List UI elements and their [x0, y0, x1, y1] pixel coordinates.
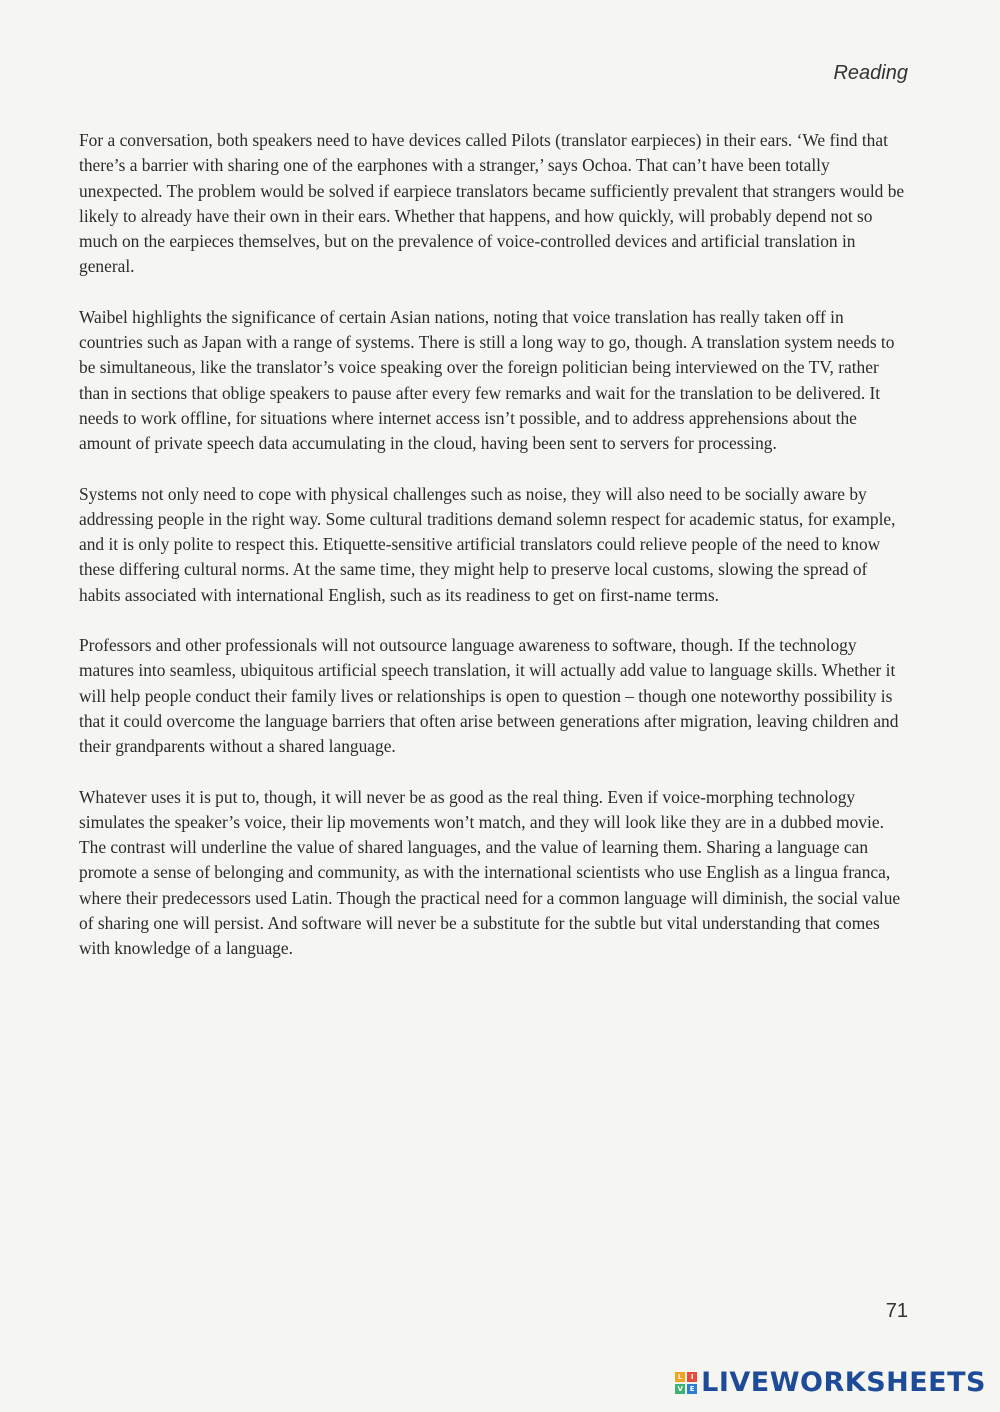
paragraph-4: Professors and other professionals will not outsource language awareness to software, though. If the technology matures into seamless, ubiquitous artificial speech translation, it will actually add value to language skills. Whether it will help people conduct their family lives or relationships is open to question – though one noteworthy possibility is that it could overcome the language barriers that often arise between generations after migration, leaving children and their grandparents without a shared language. [79, 635, 899, 757]
paragraph-5: Whatever uses it is put to, though, it will never be as good as the real thing. Even if voice-morphing technology simulates the speaker’s voice, their lip movements won’t match, and they will look like they are in a dubbed movie. The contrast will underline the value of shared languages, and the value of learning them. Sharing a language can promote a sense of belonging and community, as with the international scientists who use English as a lingua franca, where their predecessors used Latin. Though the practical need for a common language will diminish, the social value of sharing one will persist. And software will never be a substitute for the subtle but vital understanding that comes with knowledge of a language. [79, 786, 901, 959]
paragraph-1: For a conversation, both speakers need to have devices called Pilots (translator earpieces) in their ears. ‘We find that there’s a barrier with sharing one of the earphones with a stranger,’ says Ochoa. That can’t have been totally unexpected. The problem would be solved if earpiece translators became sufficiently prevalent that strangers would be likely to already have their own in their ears. Whether that happens, and how quickly, will probably depend not so much on the earpieces themselves, but on the prevalence of voice-controlled devices and artificial translation in general. [79, 130, 905, 277]
logo-square-v: V [675, 1384, 685, 1394]
paragraph-3: Systems not only need to cope with physical challenges such as noise, they will also need to be socially aware by addressing people in the right way. Some cultural traditions demand solemn respect for academic status, for example, and it is only polite to respect this. Etiquette-sensitive artificial translators could relieve people of the need to know these differing cultural norms. At the same time, they might help to preserve local customs, slowing the spread of habits associated with international English, such as its readiness to get on first-name terms. [79, 483, 896, 605]
article-body [79, 128, 909, 987]
logo-square-e: E [687, 1384, 697, 1394]
page-number: 71 [885, 1300, 908, 1322]
logo-square-l: L [675, 1372, 685, 1382]
brand-name: LIVEWORKSHEETS [701, 1367, 986, 1398]
liveworksheets-brand[interactable] [675, 1367, 986, 1398]
liveworksheets-logo-icon [675, 1372, 697, 1394]
section-label: Reading [833, 62, 908, 84]
paragraph-2: Waibel highlights the significance of certain Asian nations, noting that voice translation has really taken off in countries such as Japan with a range of systems. There is still a long way to go, though. A translation system needs to be simultaneous, like the translator’s voice speaking over the foreign politician being interviewed on the TV, rather than in sections that oblige speakers to pause after every few remarks and wait for the translation to be delivered. It needs to work offline, for situations where internet access isn’t possible, and to address apprehensions about the amount of private speech data accumulating in the cloud, having been sent to servers for processing. [79, 306, 895, 454]
logo-square-i: I [687, 1372, 697, 1382]
